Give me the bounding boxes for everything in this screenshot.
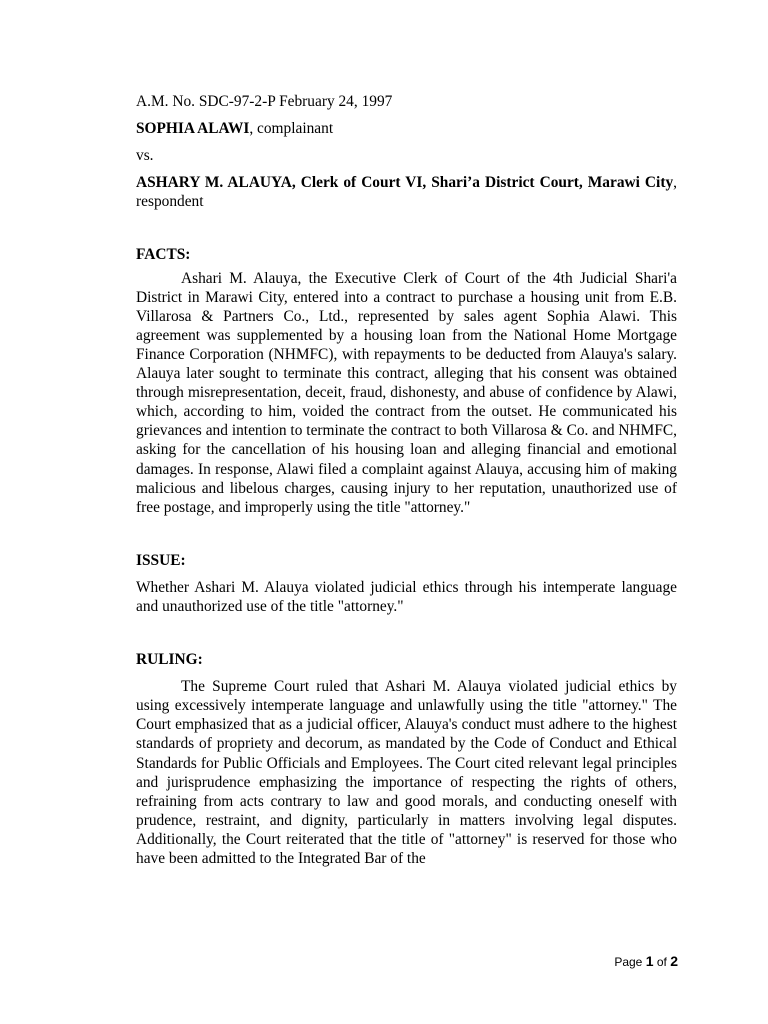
complainant-role: , complainant — [249, 120, 334, 138]
ruling-heading: RULING: — [136, 651, 203, 669]
page-of: of — [656, 955, 667, 969]
issue-paragraph: Whether Ashari M. Alauya violated judicial ethics through his intemperate language and unauthorized use of the title "attorney." — [136, 578, 677, 615]
issue-heading: ISSUE: — [136, 551, 186, 569]
respondent-line — [136, 173, 677, 211]
ruling-paragraph: The Supreme Court ruled that Ashari M. Alauya violated judicial ethics by using excessively intemperate language and unlawfully using the title "attorney." The Court emphasized that as a judicial officer, Alauya's conduct must adhere to the highest standards of propriety and decorum, as mandated by the Code of Conduct and Ethical Standards for Public Officials and Employees. The Court cited relevant legal principles and jurisprudence emphasizing the importance of respecting the rights of others, refraining from acts contrary to law and good morals, and conducting oneself with prudence, restraint, and dignity, particularly in matters involving legal disputes. Additionally, the Court reiterated that the title of "attorney" is reserved for those who have been admitted to the Integrated Bar of the — [136, 678, 677, 867]
case-number-line: A.M. No. SDC-97-2-P February 24, 1997 — [136, 93, 393, 110]
complainant-name: SOPHIA ALAWI — [136, 120, 250, 138]
page-total: 2 — [670, 953, 678, 969]
page-number-footer — [614, 953, 678, 969]
facts-heading: FACTS: — [136, 246, 191, 264]
complainant-line — [136, 119, 677, 138]
respondent-role: , respondent — [136, 174, 677, 211]
facts-paragraph: Ashari M. Alauya, the Executive Clerk of Court of the 4th Judicial Shari'a District in Marawi City, entered into a contract to purchase a housing unit from E.B. Villarosa & Partners Co., Ltd., represented by sales agent Sophia Alawi. This agreement was supplemented by a housing loan from the National Home Mortgage Finance Corporation (NHMFC), with repayments to be deducted from Alauya's salary. Alauya later sought to terminate this contract, alleging that his consent was obtained through misrepresentation, deceit, fraud, dishonesty, and abuse of confidence by Alawi, which, according to him, voided the contract from the outset. He communicated his grievances and intention to terminate the contract to both Villarosa & Co. and NHMFC, asking for the cancellation of his housing loan and alleging financial and emotional damages. In response, Alawi filed a complaint against Alauya, accusing him of making malicious and libelous charges, causing injury to her reputation, unauthorized use of free postage, and improperly using the title "attorney." — [136, 269, 677, 516]
versus-line: vs. — [136, 147, 154, 165]
page-current: 1 — [645, 953, 654, 969]
respondent-name: ASHARY M. ALAUYA, Clerk of Court VI, Shari’a District Court, Marawi City — [136, 174, 674, 192]
page-word: Page — [614, 955, 643, 969]
document-body — [136, 92, 677, 868]
